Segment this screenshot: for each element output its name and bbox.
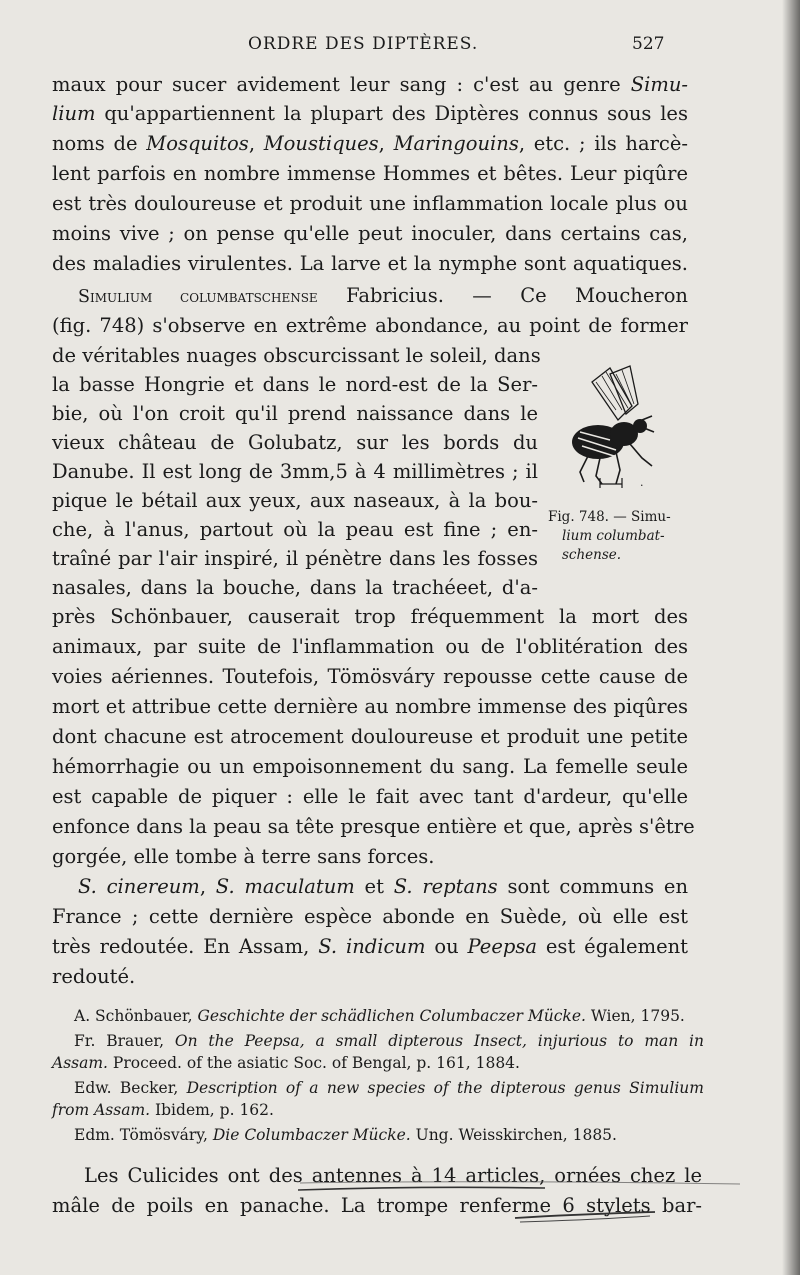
text-line: traîné par l'air inspiré, il pénètre dans les fosses	[52, 547, 538, 570]
text-line: lium qu'appartiennent la plupart des Diptères connus sous les	[52, 102, 688, 125]
text-line: Simulium columbatschense Fabricius. — Ce Moucheron	[78, 284, 688, 307]
text-line: enfonce dans la peau sa tête presque entière et que, après s'être	[52, 815, 695, 838]
page-number: 527	[632, 34, 665, 54]
reference-entry: A. Schönbauer, Geschichte der schädlichen Columbaczer Mücke. Wien, 1795.	[74, 1007, 685, 1025]
text-line: S. cinereum, S. maculatum et S. reptans sont communs en	[78, 875, 689, 898]
text-line: mâle de poils en panache. La trompe renferme 6 stylets bar-	[52, 1194, 702, 1217]
species-heading: Simulium columbatschense	[78, 287, 318, 307]
reference-entry-cont: Assam. Proceed. of the asiatic Soc. of Bengal, p. 161, 1884.	[52, 1054, 520, 1072]
text-line: près Schönbauer, causerait trop fréquemment la mort des	[52, 605, 688, 628]
text-line: moins vive ; on pense qu'elle peut inoculer, dans certains cas,	[52, 222, 688, 245]
simulium-fly-illustration	[560, 360, 680, 490]
text-line: vieux château de Golubatz, sur les bords du	[52, 431, 538, 454]
text-line: de véritables nuages obscurcissant le soleil, dans	[52, 344, 541, 367]
text-line: lent parfois en nombre immense Hommes et bêtes. Leur piqûre	[52, 162, 688, 185]
text-line: hémorrhagie ou un empoisonnement du sang. La femelle seule	[52, 755, 688, 778]
figure-caption	[548, 508, 698, 565]
text-line: redouté.	[52, 965, 136, 988]
running-head-title: ORDRE DES DIPTÈRES.	[248, 34, 479, 54]
text-line: est capable de piquer : elle le fait avec tant d'ardeur, qu'elle	[52, 785, 688, 808]
caption-line: schense.	[562, 547, 622, 563]
reference-entry-cont: from Assam. Ibidem, p. 162.	[52, 1101, 274, 1119]
text-line: noms de Mosquitos, Moustiques, Maringouins, etc. ; ils harcè-	[52, 132, 688, 155]
reference-entry: Fr. Brauer, On the Peepsa, a small dipterous Insect, injurious to man in	[74, 1032, 704, 1050]
caption-line: lium columbat-	[562, 528, 665, 544]
text-line: Les Culicides ont des antennes à 14 articles, ornées chez le	[84, 1164, 702, 1187]
running-head	[0, 30, 800, 60]
text-line: très redoutée. En Assam, S. indicum ou Peepsa est également	[52, 935, 689, 958]
text-line: che, à l'anus, partout où la peau est fine ; en-	[52, 518, 538, 541]
text-line: dont chacune est atrocement douloureuse et produit une petite	[52, 725, 688, 748]
svg-text:.: .	[640, 476, 644, 489]
caption-line: Fig. 748. — Simu-	[548, 509, 671, 525]
reference-entry: Edm. Tömösváry, Die Columbaczer Mücke. Ung. Weisskirchen, 1885.	[74, 1126, 617, 1144]
text-line: est très douloureuse et produit une inflammation locale plus ou	[52, 192, 688, 215]
reference-entry: Edw. Becker, Description of a new species of the dipterous genus Simulium	[74, 1079, 704, 1097]
text-line: pique le bétail aux yeux, aux naseaux, à la bou-	[52, 489, 538, 512]
text-line: la basse Hongrie et dans le nord-est de la Ser-	[52, 373, 538, 396]
text-line: maux pour sucer avidement leur sang : c'est au genre Simu-	[52, 73, 689, 96]
text-line: mort et attribue cette dernière au nombre immense des piqûres	[52, 695, 688, 718]
text-line: France ; cette dernière espèce abonde en Suède, où elle est	[52, 905, 688, 928]
text-line: gorgée, elle tombe à terre sans forces.	[52, 845, 435, 868]
text-line: Danube. Il est long de 3mm,5 à 4 millimètres ; il	[52, 460, 538, 483]
text-line: voies aériennes. Toutefois, Tömösváry repousse cette cause de	[52, 665, 688, 688]
text-line: nasales, dans la bouche, dans la trachéeet, d'a-	[52, 576, 538, 599]
text-line: (fig. 748) s'observe en extrême abondance, au point de former	[52, 314, 688, 337]
text-line: des maladies virulentes. La larve et la nymphe sont aquatiques.	[52, 252, 688, 275]
text-line: bie, où l'on croit qu'il prend naissance dans le	[52, 402, 538, 425]
text-line: animaux, par suite de l'inflammation ou de l'oblitération des	[52, 635, 688, 658]
